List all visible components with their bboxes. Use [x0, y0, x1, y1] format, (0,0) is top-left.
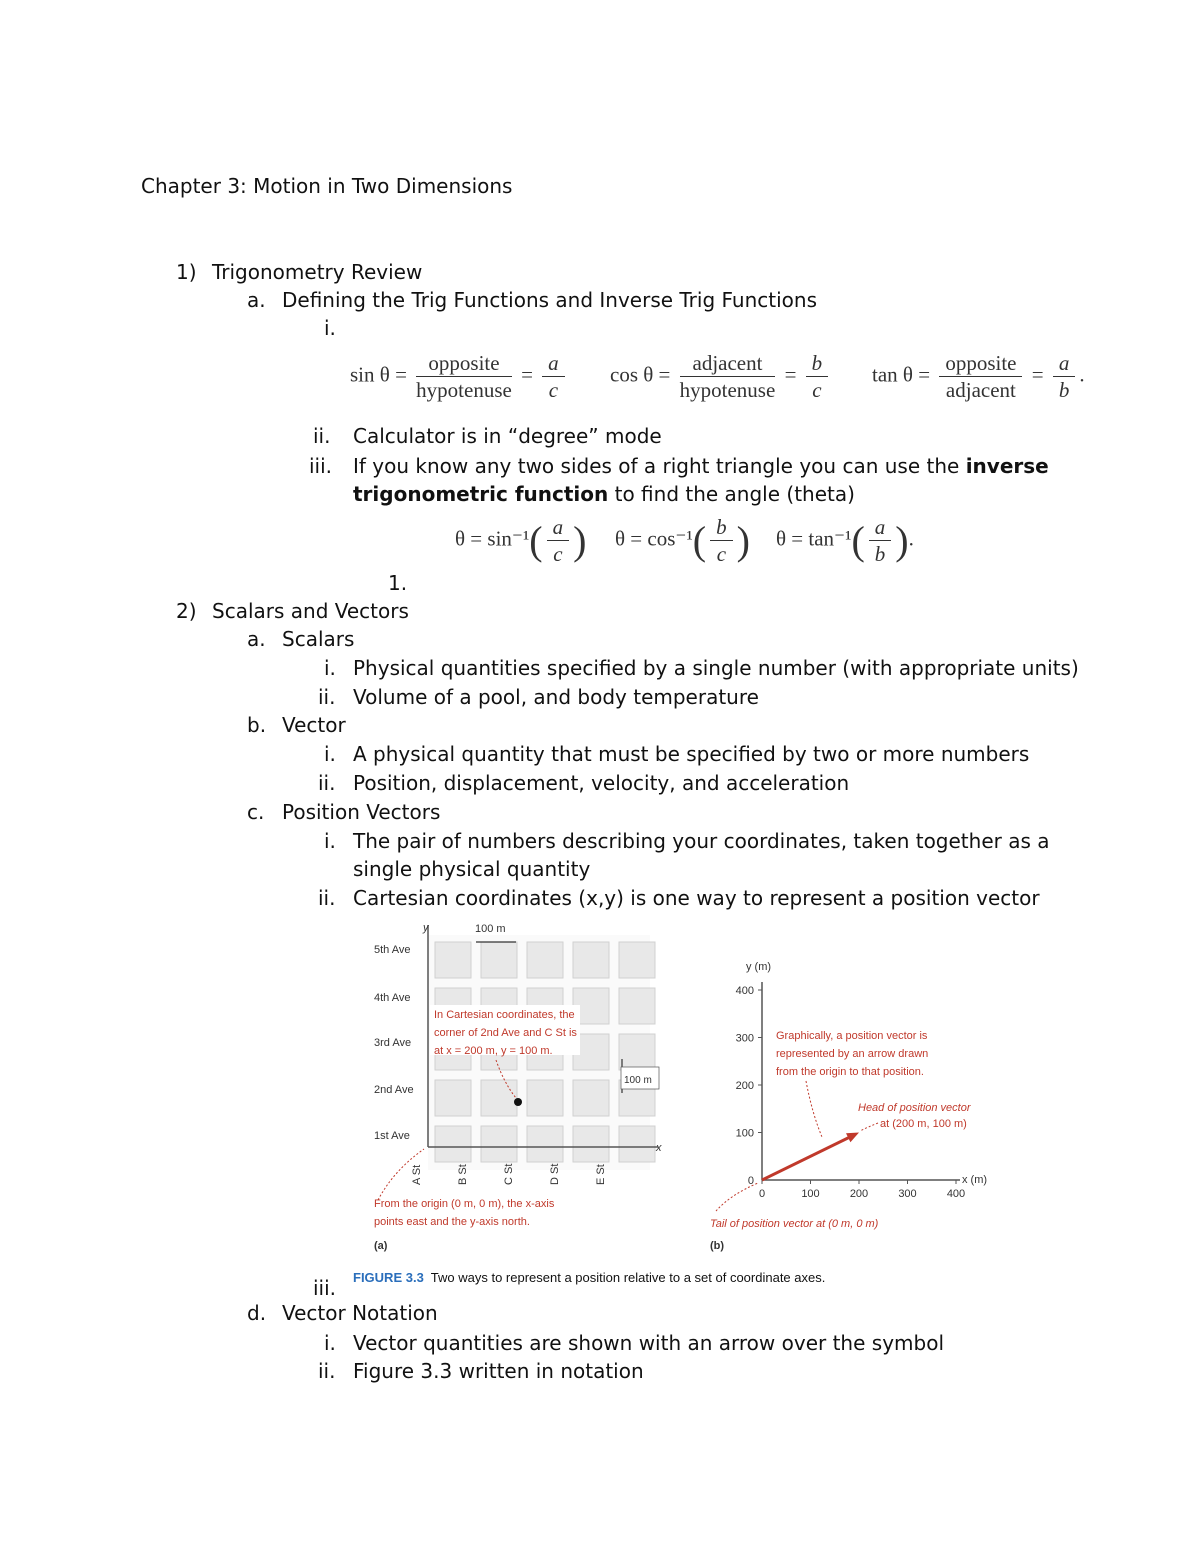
street-label: C St — [503, 1163, 515, 1185]
grid-callout-line1: In Cartesian coordinates, the — [434, 1009, 575, 1021]
equals-sign: = — [784, 362, 797, 387]
item-2ciii-number: iii. — [313, 1276, 337, 1300]
item-2ci-number: i. — [324, 829, 336, 853]
ratio — [710, 514, 733, 567]
panel-a-label: (a) — [374, 1240, 388, 1252]
figure-3-3 — [360, 915, 1020, 1260]
city-grid-panel — [374, 922, 662, 1252]
grid-callout-line3: at x = 200 m, y = 100 m. — [434, 1045, 553, 1057]
plot-y-label: y (m) — [746, 961, 772, 973]
city-block — [573, 942, 609, 978]
section-1-heading: Trigonometry Review — [212, 260, 423, 284]
item-1-number: 1. — [388, 571, 408, 595]
figure-caption-text: Two ways to represent a position relative to a set of coordinate axes. — [430, 1270, 826, 1285]
inverse-sin-label: θ = sin⁻¹ — [455, 526, 530, 551]
item-2c-number: c. — [247, 800, 265, 824]
location-dot — [514, 1098, 522, 1106]
city-block — [619, 1034, 655, 1070]
inverse-tan-label: θ = tan⁻¹ — [776, 526, 852, 551]
head-pointer — [860, 1123, 878, 1131]
head-label-line2: at (200 m, 100 m) — [880, 1118, 967, 1130]
sin-fraction — [416, 350, 512, 403]
denominator: hypotenuse — [416, 378, 512, 402]
equals-sign: = — [521, 362, 533, 387]
origin-note-line1: From the origin (0 m, 0 m), the x-axis — [374, 1198, 555, 1210]
panel-b-label: (b) — [710, 1240, 725, 1252]
item-1aiii-text-line2 — [353, 481, 855, 507]
section-2-number: 2) — [176, 599, 197, 623]
x-tick-label: 300 — [898, 1188, 917, 1200]
axis-label-x: x — [656, 1142, 662, 1154]
bold-term: trigonometric function — [353, 482, 609, 506]
x-tick-label: 0 — [758, 1188, 766, 1200]
inverse-tan: θ = tan⁻¹( $\frac{a}{b}$ ). — [776, 515, 914, 566]
plot-callout-line1: Graphically, a position vector is — [776, 1030, 928, 1042]
item-2b-text: Vector — [282, 713, 346, 737]
cos-label: cos θ = — [610, 362, 671, 387]
item-2b-number: b. — [247, 713, 267, 737]
tail-label: Tail of position vector at (0 m, 0 m) — [710, 1218, 879, 1230]
item-2ci-text: The pair of numbers describing your coordinates, taken together as a — [353, 829, 1050, 853]
city-block — [573, 1080, 609, 1116]
inverse-cos-label: θ = cos⁻¹ — [615, 526, 693, 551]
x-tick-label: 400 — [946, 1188, 966, 1200]
item-2ai-text: Physical quantities specified by a single number (with appropriate units) — [353, 656, 1079, 680]
avenue-label: 4th Ave — [374, 992, 411, 1004]
tan-ratio — [1053, 350, 1076, 403]
origin-note-line2: points east and the y-axis north. — [374, 1216, 530, 1228]
section-1-number: 1) — [176, 260, 197, 284]
item-2di-text: Vector quantities are shown with an arrow over the symbol — [353, 1331, 944, 1355]
item-2di-number: i. — [324, 1331, 336, 1355]
street-label: D St — [549, 1163, 561, 1185]
plot-x-label: x (m) — [962, 1174, 988, 1186]
item-1a-text: Defining the Trig Functions and Inverse Trig Functions — [282, 288, 817, 312]
tail-pointer — [716, 1183, 758, 1211]
street-label: A St — [411, 1164, 423, 1185]
tan-definition — [872, 350, 1085, 403]
tan-label: tan θ = — [872, 362, 931, 387]
inverse-cos: θ = cos⁻¹( $\frac{b}{c}$ ) — [615, 515, 750, 566]
denominator: b — [874, 542, 886, 566]
grid-callout-line2: corner of 2nd Ave and C St is — [434, 1027, 577, 1039]
item-2cii-number: ii. — [318, 886, 336, 910]
plot-callout-arrow — [806, 1081, 822, 1137]
denominator: b — [1058, 378, 1070, 402]
numerator: opposite — [416, 350, 512, 377]
item-2a-number: a. — [247, 627, 266, 651]
city-block — [481, 1126, 517, 1162]
denominator: c — [548, 378, 559, 402]
city-block — [435, 1126, 471, 1162]
item-2ai-number: i. — [324, 656, 336, 680]
y-tick-label: 400 — [735, 985, 754, 997]
item-2dii-text: Figure 3.3 written in notation — [353, 1359, 644, 1383]
inverse-sin: θ = sin⁻¹( $\frac{a}{c}$ ) — [455, 515, 587, 566]
x-tick-label: 100 — [801, 1188, 820, 1200]
avenue-label: 1st Ave — [374, 1130, 410, 1142]
numerator: b — [806, 350, 829, 377]
denominator: adjacent — [945, 378, 1016, 402]
text-post: to find the angle (theta) — [608, 482, 855, 506]
item-2cii-text: Cartesian coordinates (x,y) is one way to represent a position vector — [353, 886, 1040, 910]
item-1aii-text: Calculator is in “degree” mode — [353, 424, 662, 448]
numerator: a — [1053, 350, 1076, 377]
city-block — [481, 942, 517, 978]
item-2ci-text-line2: single physical quantity — [353, 857, 591, 881]
item-2bii-text: Position, displacement, velocity, and acceleration — [353, 771, 850, 795]
item-2aii-text: Volume of a pool, and body temperature — [353, 685, 759, 709]
section-2-heading: Scalars and Vectors — [212, 599, 409, 623]
item-2d-text: Vector Notation — [282, 1301, 438, 1325]
text-pre: If you know any two sides of a right triangle you can use the — [353, 454, 966, 478]
city-block — [481, 1080, 517, 1116]
street-label: B St — [457, 1164, 469, 1185]
cos-fraction — [680, 350, 776, 403]
item-2bi-text: A physical quantity that must be specified by two or more numbers — [353, 742, 1030, 766]
sin-label: sin θ = — [350, 362, 407, 387]
city-block — [435, 1080, 471, 1116]
item-1aiii-text — [353, 453, 1049, 479]
city-block — [573, 1126, 609, 1162]
numerator: a — [542, 350, 565, 377]
city-block — [527, 942, 563, 978]
city-block — [619, 988, 655, 1024]
numerator: b — [710, 514, 733, 541]
item-2a-text: Scalars — [282, 627, 355, 651]
page-title: Chapter 3: Motion in Two Dimensions — [141, 174, 513, 198]
cos-definition — [610, 350, 832, 403]
item-2c-text: Position Vectors — [282, 800, 441, 824]
y-tick-label: 0 — [747, 1175, 754, 1187]
avenue-label: 2nd Ave — [374, 1084, 414, 1096]
denominator: c — [553, 542, 563, 566]
figure-caption — [353, 1265, 825, 1291]
period: . — [1079, 362, 1085, 387]
street-label: E St — [595, 1164, 607, 1185]
denominator: hypotenuse — [679, 378, 776, 402]
sin-ratio — [542, 350, 565, 403]
y-tick-label: 300 — [735, 1032, 754, 1045]
side-scale-label: 100 m — [624, 1075, 652, 1086]
numerator: adjacent — [680, 350, 776, 377]
sin-definition — [350, 350, 569, 403]
head-label-line1: Head of position vector — [858, 1102, 971, 1114]
item-2d-number: d. — [247, 1301, 267, 1325]
city-block — [527, 1126, 563, 1162]
ratio — [869, 514, 892, 567]
position-vector-panel — [710, 961, 987, 1252]
cos-ratio — [806, 350, 829, 403]
numerator: opposite — [939, 350, 1022, 377]
bold-term: inverse — [965, 454, 1049, 478]
city-block — [435, 942, 471, 978]
position-vector-arrow — [762, 1137, 851, 1181]
y-tick-label: 100 — [735, 1127, 754, 1140]
plot-callout-line3: from the origin to that position. — [776, 1066, 924, 1078]
period: . — [908, 526, 914, 551]
item-1aiii-number: iii. — [309, 454, 333, 478]
scale-label: 100 m — [475, 923, 506, 935]
plot-ticks — [736, 985, 966, 1200]
item-1a-number: a. — [247, 288, 266, 312]
tan-fraction — [939, 350, 1022, 403]
avenue-label: 5th Ave — [374, 944, 411, 956]
x-tick-label: 200 — [849, 1188, 869, 1200]
figure-caption-number: FIGURE 3.3 — [353, 1270, 424, 1285]
item-2bi-number: i. — [324, 742, 336, 766]
item-2dii-number: ii. — [318, 1359, 336, 1383]
city-block — [619, 942, 655, 978]
numerator: a — [547, 514, 570, 541]
denominator: c — [716, 542, 727, 566]
city-block — [619, 1126, 655, 1162]
axis-label-y: y — [423, 922, 429, 934]
plot-callout-line2: represented by an arrow drawn — [776, 1048, 929, 1060]
avenue-labels — [374, 944, 414, 1142]
denominator: c — [812, 378, 822, 402]
item-1aii-number: ii. — [313, 424, 331, 448]
y-tick-label: 200 — [735, 1080, 754, 1092]
avenue-label: 3rd Ave — [374, 1037, 412, 1049]
item-1ai-number: i. — [324, 316, 336, 340]
numerator: a — [869, 514, 892, 541]
item-2aii-number: ii. — [318, 685, 336, 709]
item-2bii-number: ii. — [318, 771, 336, 795]
city-block — [527, 1080, 563, 1116]
ratio — [547, 514, 570, 567]
equals-sign: = — [1031, 362, 1044, 387]
